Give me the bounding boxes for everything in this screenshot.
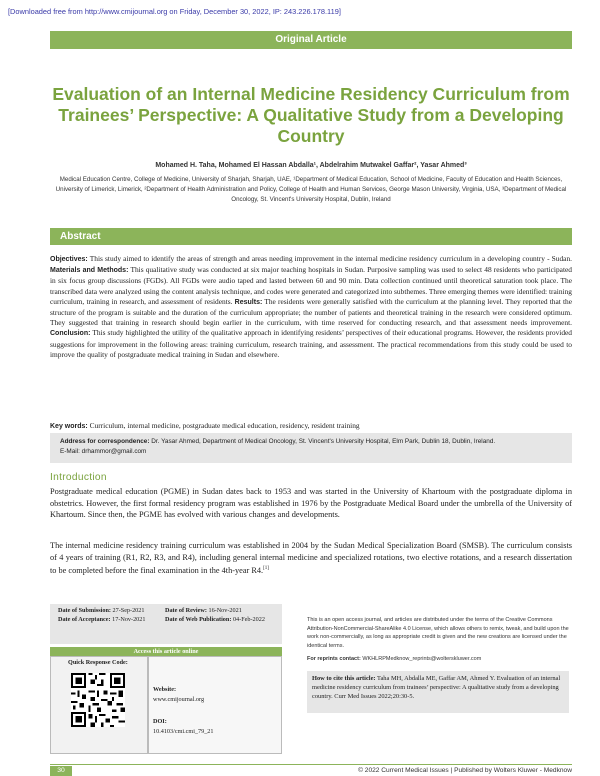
keywords xyxy=(50,421,572,430)
submission-label: Date of Submission: xyxy=(58,607,111,614)
intro-paragraph-2-text: The internal medicine residency training curriculum was established in 2004 by the Sudan Medical Specialization Board (SMSB). The curriculum consists of 4 years of training (R1, R2, R3, and R4), including general internal medicine and specialized rotations, two elective rotations, and a research dissertation to be completed before the final examination in the 4th-year R4. xyxy=(50,541,572,575)
doi-link[interactable]: 10.4103/cmi.cmi_79_21 xyxy=(153,728,214,735)
keywords-text: Curriculum, internal medicine, postgraduate medical education, residency, resident training xyxy=(89,421,360,430)
section-banner: Original Article xyxy=(50,31,572,49)
website-link[interactable]: www.cmijournal.org xyxy=(153,696,205,703)
citation-label: How to cite this article: xyxy=(312,675,376,682)
reprints-label: For reprints contact: xyxy=(307,656,361,662)
access-online-header: Access this article online xyxy=(50,647,282,656)
methods-text: This qualitative study was conducted at six major teaching hospitals in Sudan. Purposive sampling was used to select 48 residents who participated in six focus group discussions (FGDs). All FGDs were audio taped and lasted between 60 and 90 min. Data collection continued until theoretical saturation took place. The transcribed data were analyzed using the content analysis technique, and codes were generated and categorized into subthemes. Three emerging themes were identified: training curriculum, training in research, and assessment of residents. xyxy=(50,265,572,306)
submission-value: 27-Sep-2021 xyxy=(112,607,145,614)
abstract-header-bar xyxy=(50,228,572,245)
intro-paragraph-2 xyxy=(50,540,572,577)
submission-date xyxy=(58,607,144,614)
abstract-body xyxy=(50,254,572,360)
qr-label: Quick Response Code: xyxy=(68,659,128,666)
author-list: Mohamed H. Taha, Mohamed El Hassan Abdalla¹, Abdelrahim Mutwakel Gaffar², Yasar Ahmed³ xyxy=(155,162,467,169)
footer-divider xyxy=(50,764,572,765)
article-title: Evaluation of an Internal Medicine Residency Curriculum from Trainees’ Perspective: A Qualitative Study from a Developing Country xyxy=(52,84,570,146)
objectives-text: This study aimed to identify the areas of strength and areas needing improvement in the internal medicine residency curriculum in a developing country - Sudan. xyxy=(89,254,572,263)
doi-label: DOI: xyxy=(153,718,167,725)
acceptance-value: 17-Nov-2021 xyxy=(112,616,146,623)
acceptance-label: Date of Acceptance: xyxy=(58,616,111,623)
review-date xyxy=(165,607,242,614)
footer-copyright: © 2022 Current Medical Issues | Published by Wolters Kluwer - Medknow xyxy=(358,767,572,774)
reprints-email[interactable]: WKHLRPMedknow_reprints@wolterskluwer.com xyxy=(362,656,482,662)
correspondence-email[interactable]: E-Mail: drhammor@gmail.com xyxy=(60,448,147,455)
web-publication-value: 04-Feb-2022 xyxy=(232,616,265,623)
methods-label: Materials and Methods: xyxy=(50,267,129,275)
keywords-label: Key words: xyxy=(50,423,88,430)
download-notice: [Downloaded free from http://www.cmijournal.org on Friday, December 30, 2022, IP: 243.226.178.119] xyxy=(8,7,341,16)
abstract-heading: Abstract xyxy=(60,231,101,242)
intro-paragraph-1: Postgraduate medical education (PGME) in Sudan dates back to 1953 and was started in the University of Khartoum with the postgraduate diploma in obstetrics. However, the first formal residency program was established in 1976 by the Postgraduate Medical Board under the umbrella of the University of Khartoum. Since then, the PGME has evolved with various changes and developments. xyxy=(50,487,572,520)
conclusion-text: This study highlighted the utility of the qualitative approach in identifying residents’ perspectives of their educational programs. However, the residents provided suggestions for improvement in the following areas: training curriculum, research training, and assessment. The practical recommendations from this study could be used to improve the quality of postgraduate medical training in Sudan and elsewhere. xyxy=(50,328,572,359)
results-label: Results: xyxy=(234,298,263,306)
web-publication-date xyxy=(165,616,265,623)
web-publication-label: Date of Web Publication: xyxy=(165,616,232,623)
citation-text: Taha MH, Abdalla ME, Gaffar AM, Ahmed Y. Evaluation of an internal medicine residency curriculum from trainees’ perspective: A qualitative study from a developing country. Curr Med Issues 2022;20:30-5. xyxy=(312,675,561,700)
reference-marker[interactable]: [1] xyxy=(263,566,269,572)
reprints-contact xyxy=(307,656,569,662)
qr-code-icon[interactable] xyxy=(71,673,125,727)
citation xyxy=(312,674,564,701)
license-notice: This is an open access journal, and articles are distributed under the terms of the Creative Commons Attribution-NonCommercial-ShareAlike 4.0 License, which allows others to remix, tweak, and build upon the work non-commercially, as long as appropriate credit is given and the new creations are licensed under the identical terms. xyxy=(307,617,569,649)
affiliations: Medical Education Centre, College of Medicine, University of Sharjah, Sharjah, UAE, ¹Department of Medical Education, School of Medicine, Faculty of Education and Health Sciences, University of Limerick, Limerick, ²Department of Health Administration and Policy, College of Health and Human Services, George Mason University, Virginia, USA, ³Department of Medical Oncology, St. Vincent's University Hospital, Dublin, Ireland xyxy=(55,176,567,203)
correspondence-text: Dr. Yasar Ahmed, Department of Medical Oncology, St. Vincent's University Hospital, Elm Park, Dublin 18, Dublin, Ireland. xyxy=(151,438,496,445)
acceptance-date xyxy=(58,616,145,623)
introduction-heading: Introduction xyxy=(50,472,107,483)
results-text: The residents were generally satisfied with the curriculum at the planning level. They reported that the structure of the program is suitable and the duration of the curriculum appropriate; the number of patients and theoretical training in the research were considered optimum. They suggested that training in research should begin earlier in the curriculum, with time reserved for conducting research, and that assessment needs improvement. xyxy=(50,296,573,328)
correspondence xyxy=(60,437,566,457)
correspondence-label: Address for correspondence: xyxy=(60,438,150,445)
conclusion-label: Conclusion: xyxy=(50,330,91,338)
review-label: Date of Review: xyxy=(165,607,207,614)
objectives-label: Objectives: xyxy=(50,256,88,263)
page-number: 30 xyxy=(50,766,72,776)
review-value: 16-Nov-2021 xyxy=(208,607,242,614)
website-panel xyxy=(148,656,282,754)
website-label: Website: xyxy=(153,686,177,693)
